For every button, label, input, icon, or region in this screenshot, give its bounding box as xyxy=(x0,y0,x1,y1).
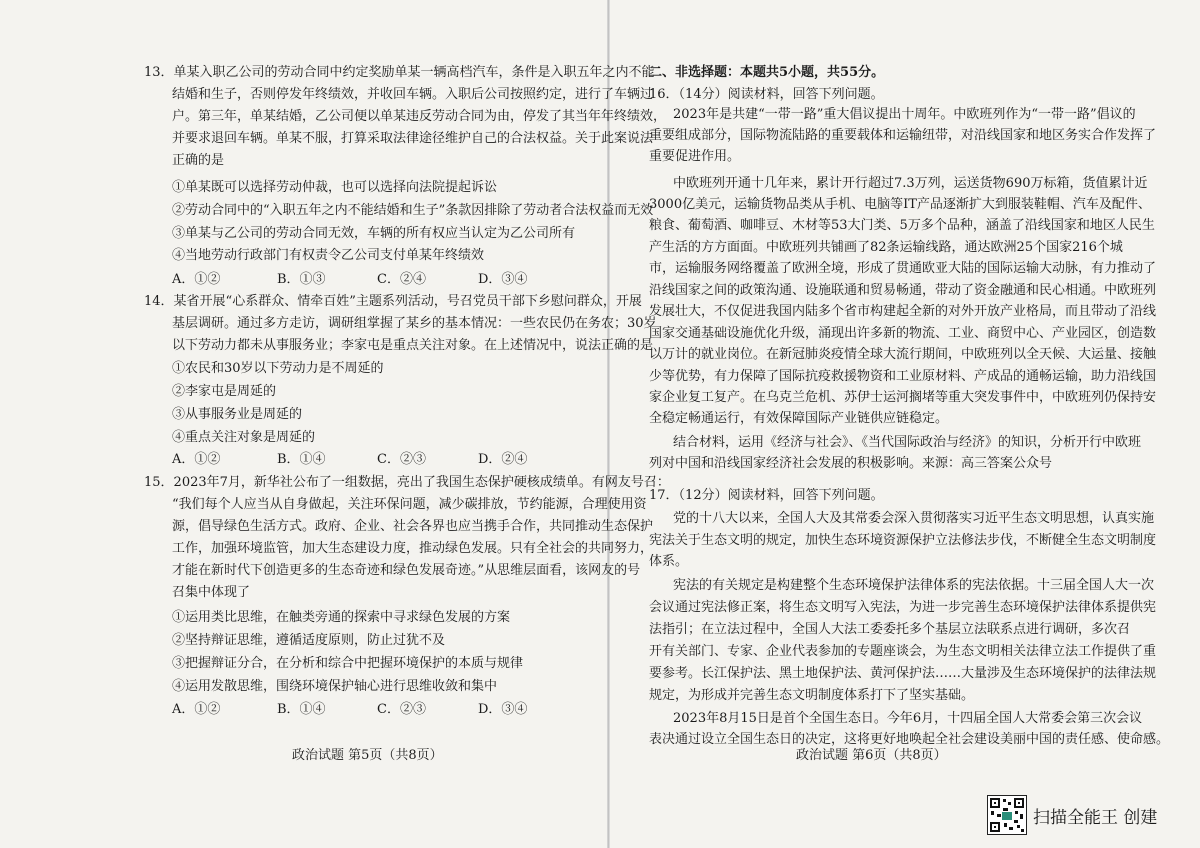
right-page xyxy=(610,0,1200,848)
q16-head: 16．（14分）阅读材料，回答下列问题。 xyxy=(649,87,884,102)
q16-material: 国家交通基础设施优化升级，涌现出许多新的物流、工业、商贸中心、产业园区，创造数 xyxy=(649,326,1157,341)
q15-option: ③把握辩证分合，在分析和综合中把握环境保护的本质与规律 xyxy=(172,656,524,671)
q15-choice-d: D．③④ xyxy=(478,702,528,717)
q15-option: ④运用发散思维，围绕环境保护轴心进行思维收敛和集中 xyxy=(172,679,498,694)
left-page-footer: 政治试题 第5页（共8页） xyxy=(292,748,443,763)
q16-material: 少等优势，有力保障了国际抗疫救援物资和工业原材料、产成品的通畅运输，助力沿线国 xyxy=(649,369,1157,384)
q15-choice-a: A．①② xyxy=(172,702,221,717)
q14-choice-c: C．②③ xyxy=(377,452,426,467)
q14-choice-d: D．②④ xyxy=(478,452,528,467)
q15-line: 源，倡导绿色生活方式。政府、企业、社会各界也应当携手合作，共同推动生态保护 xyxy=(172,519,654,534)
q14-line: 基层调研。通过多方走访，调研组掌握了某乡的基本情况：一些农民仍在务农；30岁 xyxy=(172,316,657,331)
q16-material: 沿线国家之间的政策沟通、设施联通和贸易畅通，带动了资金融通和民心相通。中欧班列 xyxy=(649,283,1157,298)
right-page-footer: 政治试题 第6页（共8页） xyxy=(796,748,947,763)
q13-choice-d: D．③④ xyxy=(478,272,528,287)
q14-option: ①农民和30岁以下劳动力是不周延的 xyxy=(172,361,384,376)
q15-line: “我们每个人应当从自身做起，关注环保问题，减少碳排放，节约能源，合理使用资 xyxy=(172,497,647,512)
q14-line: 14．某省开展“心系群众、情牵百姓”主题系列活动，号召党员干部下乡慰问群众，开展 xyxy=(144,294,642,309)
q13-choice-b: B．①③ xyxy=(277,272,326,287)
q14-choice-b: B．①④ xyxy=(277,452,326,467)
section-header: 二、非选择题：本题共5小题，共55分。 xyxy=(649,65,885,80)
q13-line: 并要求退回车辆。单某不服，打算采取法律途径维护自己的合法权益。关于此案说法 xyxy=(172,131,654,146)
q17-material: 规定，为形成并完善生态文明制度体系打下了坚实基础。 xyxy=(649,688,975,703)
q15-option: ①运用类比思维，在触类旁通的探索中寻求绿色发展的方案 xyxy=(172,610,511,625)
q14-option: ②李家屯是周延的 xyxy=(172,384,277,399)
camscanner-watermark: 扫描全能王 创建 xyxy=(1033,808,1158,828)
q13-option: ③单某与乙公司的劳动合同无效，车辆的所有权应当认定为乙公司所有 xyxy=(172,226,576,241)
q16-material: 2023年是共建“一带一路”重大倡议提出十周年。中欧班列作为“一带一路”倡议的 xyxy=(673,107,1136,122)
q15-line: 才能在新时代下创造更多的生态奇迹和绿色发展奇迹。”从思维层面看，该网友的号 xyxy=(172,563,641,578)
qr-code-icon xyxy=(987,795,1027,835)
q13-option: ②劳动合同中的“入职五年之内不能结婚和生子”条款因排除了劳动者合法权益而无效 xyxy=(172,203,654,218)
q16-material: 粮食、葡萄酒、咖啡豆、木材等53大门类、5万多个品种，涵盖了沿线国家和地区人民生 xyxy=(649,218,1155,233)
q16-material: 中欧班列开通十几年来，累计开行超过7.3万列，运送货物690万标箱，货值累计近 xyxy=(673,176,1148,191)
q17-material: 开有关部门、专家、企业代表参加的专题座谈会，为生态文明相关法律立法工作提供了重 xyxy=(649,644,1157,659)
q16-question: 结合材料，运用《经济与社会》、《当代国际政治与经济》的知识，分析开行中欧班 xyxy=(673,435,1142,450)
q16-material: 3000亿美元，运输货物品类从手机、电脑等IT产品逐渐扩大到服装鞋帽、汽车及配件、 xyxy=(649,197,1151,212)
q16-material: 产生活的方方面面。中欧班列共铺画了82条运输线路，通达欧洲25个国家216个城 xyxy=(649,240,1123,255)
q14-choice-a: A．①② xyxy=(172,452,221,467)
q17-material: 会议通过宪法修正案，将生态文明写入宪法，为进一步完善生态环境保护法律体系提供宪 xyxy=(649,600,1157,615)
q17-material: 法指引；在立法过程中，全国人大法工委委托多个基层立法联系点进行调研，多次召 xyxy=(649,622,1131,637)
q16-material: 重要促进作用。 xyxy=(649,149,741,164)
q17-material: 宪法关于生态文明的规定，加快生态环境资源保护立法修法步伐，不断健全生态文明制度 xyxy=(649,533,1157,548)
q15-choice-b: B．①④ xyxy=(277,702,326,717)
q17-material: 2023年8月15日是首个全国生态日。今年6月，十四届全国人大常委会第三次会议 xyxy=(673,711,1143,726)
q17-material: 体系。 xyxy=(649,554,689,569)
q16-material: 重要组成部分，国际物流陆路的重要载体和运输纽带，对沿线国家和地区务实合作发挥了 xyxy=(649,128,1157,143)
q13-choice-c: C．②④ xyxy=(377,272,426,287)
q15-line: 15．2023年7月，新华社公布了一组数据，亮出了我国生态保护硬核成绩单。有网友号召： xyxy=(144,475,670,490)
q17-material: 党的十八大以来，全国人大及其常委会深入贯彻落实习近平生态文明思想，认真实施 xyxy=(673,511,1155,526)
q16-material: 以万计的就业岗位。在新冠肺炎疫情全球大流行期间，中欧班列以全天候、大运量、接触 xyxy=(649,347,1157,362)
q14-option: ④重点关注对象是周延的 xyxy=(172,430,316,445)
q16-material: 全稳定畅通运行，有效保障国际产业链供应链稳定。 xyxy=(649,411,949,426)
q15-choice-c: C．②③ xyxy=(377,702,426,717)
q16-question: 列对中国和沿线国家经济社会发展的积极影响。来源：高三答案公众号 xyxy=(649,456,1053,471)
q13-line: 户。第三年，单某结婚，乙公司便以单某违反劳动合同为由，停发了其当年年终绩效， xyxy=(172,109,667,124)
q17-head: 17．（12分）阅读材料，回答下列问题。 xyxy=(649,488,884,503)
q15-line: 召集中体现了 xyxy=(172,585,251,600)
q13-line: 13．单某入职乙公司的劳动合同中约定奖励单某一辆高档汽车，条件是入职五年之内不能 xyxy=(144,65,655,80)
q14-line: 以下劳动力都未从事服务业；李家屯是重点关注对象。在上述情况中，说法正确的是 xyxy=(172,338,654,353)
q15-line: 工作，加强环境监管，加大生态建设力度，推动绿色发展。只有全社会的共同努力， xyxy=(172,541,654,556)
q13-line: 结婚和生子，否则停发年终绩效，并收回车辆。入职后公司按照约定，进行了车辆过 xyxy=(172,87,654,102)
q16-material: 发展壮大，不仅促进我国内陆多个省市构建起全新的对外开放产业格局，而且带动了沿线 xyxy=(649,304,1157,319)
q16-material: 市，运输服务网络覆盖了欧洲全境，形成了贯通欧亚大陆的国际运输大动脉，有力推动了 xyxy=(649,261,1157,276)
q17-material: 表决通过设立全国生态日的决定，这将更好地唤起全社会建设美丽中国的责任感、使命感。 xyxy=(649,732,1170,747)
q14-option: ③从事服务业是周延的 xyxy=(172,407,303,422)
q13-choice-a: A．①② xyxy=(172,272,221,287)
q17-material: 宪法的有关规定是构建整个生态环境保护法律体系的宪法依据。十三届全国人大一次 xyxy=(673,578,1155,593)
q13-line: 正确的是 xyxy=(172,153,225,168)
q15-option: ②坚持辩证思维，遵循适度原则，防止过犹不及 xyxy=(172,633,446,648)
q13-option: ④当地劳动行政部门有权责令乙公司支付单某年终绩效 xyxy=(172,248,485,263)
q13-option: ①单某既可以选择劳动仲裁，也可以选择向法院提起诉讼 xyxy=(172,180,498,195)
q17-material: 要参考。长江保护法、黑土地保护法、黄河保护法……大量涉及生态环境保护的法律法规 xyxy=(649,666,1157,681)
q16-material: 家企业复工复产。在乌克兰危机、苏伊士运河搁堵等重大突发事件中，中欧班列仍保持安 xyxy=(649,390,1157,405)
